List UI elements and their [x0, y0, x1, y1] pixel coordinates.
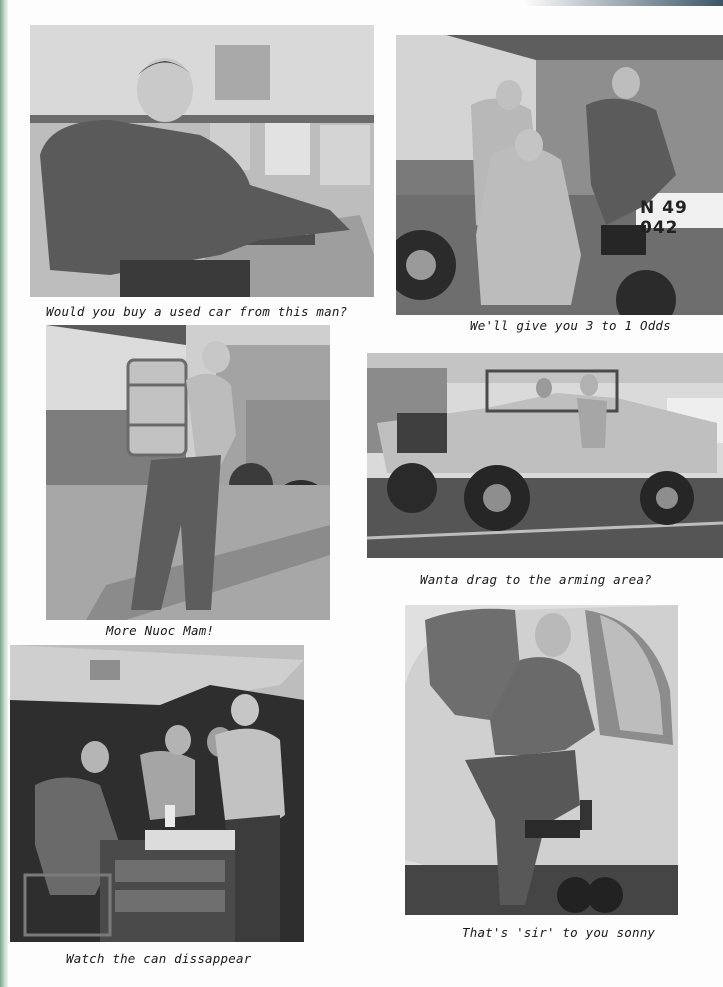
truck-plate-number: N 49 042 [640, 198, 688, 238]
caption-photo-2: We'll give you 3 to 1 Odds [470, 318, 671, 333]
caption-photo-5: Watch the can dissappear [66, 951, 252, 966]
caption-photo-3: More Nuoc Mam! [106, 623, 215, 638]
photo-man-carrying-barrel [46, 325, 330, 620]
caption-photo-1: Would you buy a used car from this man? [46, 304, 348, 319]
caption-photo-4: Wanta drag to the arming area? [420, 572, 652, 587]
page-top-edge [523, 0, 723, 6]
photo-soldier-at-typewriter [30, 25, 374, 297]
page-binding-edge [0, 0, 8, 987]
caption-photo-6: That's 'sir' to you sonny [462, 925, 656, 940]
photo-three-men-on-truck [396, 35, 723, 315]
photo-group-at-cart [10, 645, 304, 942]
photo-men-in-jeep [367, 353, 723, 558]
photo-man-on-helicopter [405, 605, 678, 915]
